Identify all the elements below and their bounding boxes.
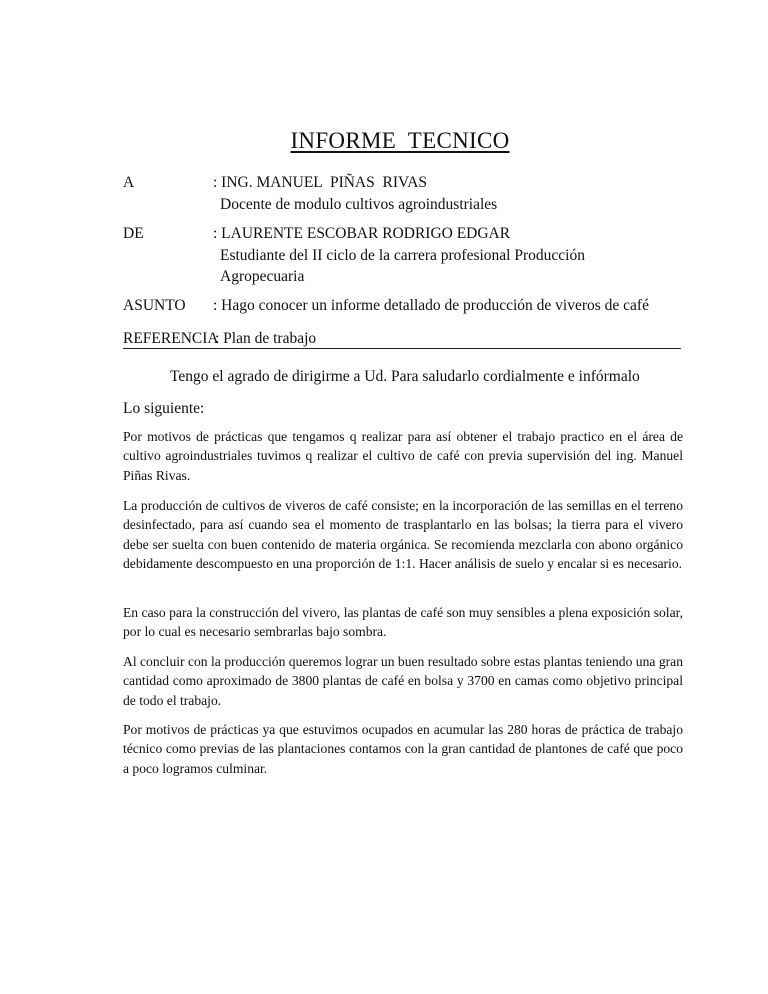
body-paragraph-5: Por motivos de prácticas ya que estuvimos ocupados en acumular las 280 horas de práctica de trabajo técnico como previas de las plantaciones contamos con la gran cantidad de plantones de café que poco a poco logramos culminar. (123, 722, 683, 776)
header-from-label: DE (123, 225, 144, 242)
header-reference-value: : Plan de trabajo (215, 330, 317, 347)
header-subject-value: : Hago conocer un informe detallado de producción de viveros de café (213, 297, 649, 314)
header-to-detail: Docente de modulo cultivos agroindustriales (220, 196, 498, 213)
body-paragraph-2: La producción de cultivos de viveros de café consiste; en la incorporación de las semillas en el terreno desinfectado, para así cuando sea el momento de trasplantarlo en las bolsas; la tierra para el vivero debe ser suelta con buen contenido de materia orgánica. Se recomienda mezclarla con abono orgánico debidamente descompuesto en una proporción de 1:1. Hacer análisis de suelo y encalar si es necesario. (123, 498, 683, 571)
header-reference-label: REFERENCIA (123, 330, 219, 347)
header-from-detail-line2: Agropecuaria (220, 268, 305, 285)
header-from-detail-line1: Estudiante del II ciclo de la carrera profesional Producción (220, 247, 585, 264)
lead-in: Lo siguiente: (123, 400, 205, 417)
document-title: INFORME TECNICO (290, 128, 510, 153)
body-paragraph-1: Por motivos de prácticas que tengamos q realizar para así obtener el trabajo practico en el área de cultivo agroindustriales tuvimos q realizar el cultivo de café con previa supervisión del ing. Manuel Piñas Rivas. (123, 429, 683, 483)
header-to-value: : ING. MANUEL PIÑAS RIVAS (213, 174, 428, 191)
greeting: Tengo el agrado de dirigirme a Ud. Para saludarlo cordialmente e infórmalo (170, 368, 640, 385)
header-subject-label: ASUNTO (123, 297, 186, 314)
body-paragraph-4: Al concluir con la producción queremos lograr un buen resultado sobre estas plantas teniendo una gran cantidad como aproximado de 3800 plantas de café en bolsa y 3700 en camas como objetivo principal de todo el trabajo. (123, 654, 683, 708)
header-to-label: A (123, 174, 135, 191)
body-paragraph-3: En caso para la construcción del vivero, las plantas de café son muy sensibles a plena exposición solar, por lo cual es necesario sembrarlas bajo sombra. (123, 605, 683, 640)
header-from-value: : LAURENTE ESCOBAR RODRIGO EDGAR (213, 225, 511, 242)
header-divider (123, 348, 681, 349)
